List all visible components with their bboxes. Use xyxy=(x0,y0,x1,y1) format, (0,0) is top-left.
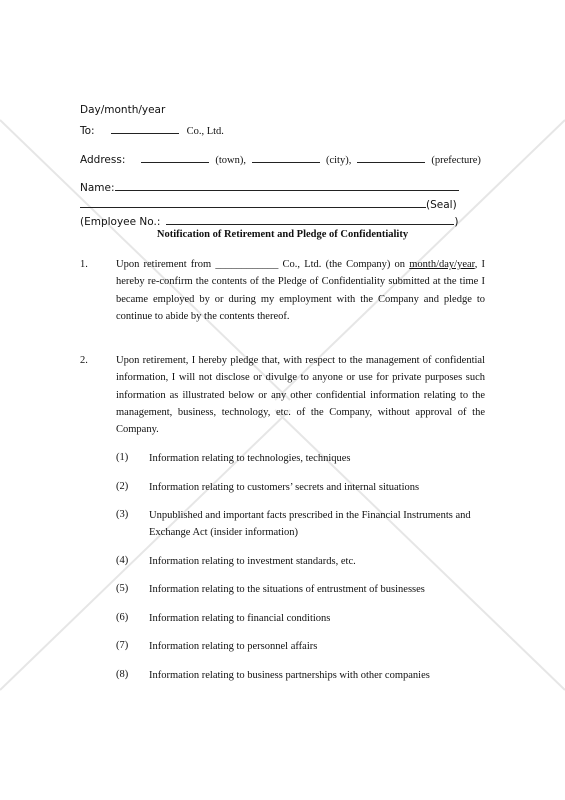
to-line xyxy=(80,121,224,139)
employee-no-close: ) xyxy=(454,216,459,228)
item-7-text: Information relating to personnel affairs xyxy=(149,641,318,652)
town-blank[interactable] xyxy=(141,151,209,163)
item-8-number: (8) xyxy=(116,669,129,680)
employee-no-label: (Employee No.: xyxy=(80,216,161,228)
seal-label: (Seal) xyxy=(426,199,457,211)
company-suffix: Co., Ltd. xyxy=(186,126,224,137)
item-2-text: Information relating to customers’ secrets and internal situations xyxy=(149,482,420,493)
name-blank[interactable] xyxy=(115,179,459,191)
item-4-text: Information relating to investment standards, etc. xyxy=(149,556,356,567)
date-line: Day/month/year xyxy=(80,104,166,116)
item-8-text: Information relating to business partnerships with other companies xyxy=(149,670,430,681)
clause-1-text-after: , I hereby re-confirm the contents of the Pledge of Confidentiality submitted at the time I became employed by or during my employment with the Company and pledge to continue to abide by the contents thereof. xyxy=(116,259,486,322)
item-5-number: (5) xyxy=(116,583,129,594)
clause-1-text xyxy=(116,256,485,325)
address-line xyxy=(80,150,481,168)
company-name-blank[interactable] xyxy=(111,122,179,134)
city-blank[interactable] xyxy=(252,151,320,163)
item-3-number: (3) xyxy=(116,509,129,520)
item-6-number: (6) xyxy=(116,612,129,623)
item-5-text: Information relating to the situations of entrustment of businesses xyxy=(149,584,425,595)
clause-2-text: Upon retirement, I hereby pledge that, with respect to the management of confidential information, I will not disclose or divulge to anyone or use for private purposes such information as illustrated below or any other confidential information relating to the management, business, technology, etc. of the Company, without approval of the Company. xyxy=(116,355,485,436)
address-label: Address: xyxy=(80,154,126,166)
item-6-text: Information relating to financial conditions xyxy=(149,613,331,624)
seal-line xyxy=(80,195,457,213)
item-4-number: (4) xyxy=(116,555,129,566)
employee-no-blank[interactable] xyxy=(166,213,454,225)
town-label: (town), xyxy=(215,155,246,166)
clause-2-number: 2. xyxy=(80,355,88,366)
name-label: Name: xyxy=(80,182,115,194)
clause-1-date: month/day/year xyxy=(409,259,475,270)
employee-no-line xyxy=(80,212,459,230)
item-2-number: (2) xyxy=(116,481,129,492)
item-1-text: Information relating to technologies, techniques xyxy=(149,453,351,464)
item-3-text: Unpublished and important facts prescribed in the Financial Instruments and Exchange Act (insider information) xyxy=(149,510,471,538)
clause-1-number: 1. xyxy=(80,259,88,270)
to-label: To: xyxy=(80,125,95,137)
clause-1-text-before: Upon retirement from ____________ Co., Ltd. (the Company) on xyxy=(116,259,410,270)
name-line xyxy=(80,178,459,196)
seal-blank[interactable] xyxy=(80,196,426,208)
item-7-number: (7) xyxy=(116,640,129,651)
city-label: (city), xyxy=(325,155,352,166)
prefecture-label: (prefecture) xyxy=(431,155,481,166)
item-1-number: (1) xyxy=(116,452,129,463)
document-title: Notification of Retirement and Pledge of Confidentiality xyxy=(156,229,409,240)
prefecture-blank[interactable] xyxy=(357,151,425,163)
